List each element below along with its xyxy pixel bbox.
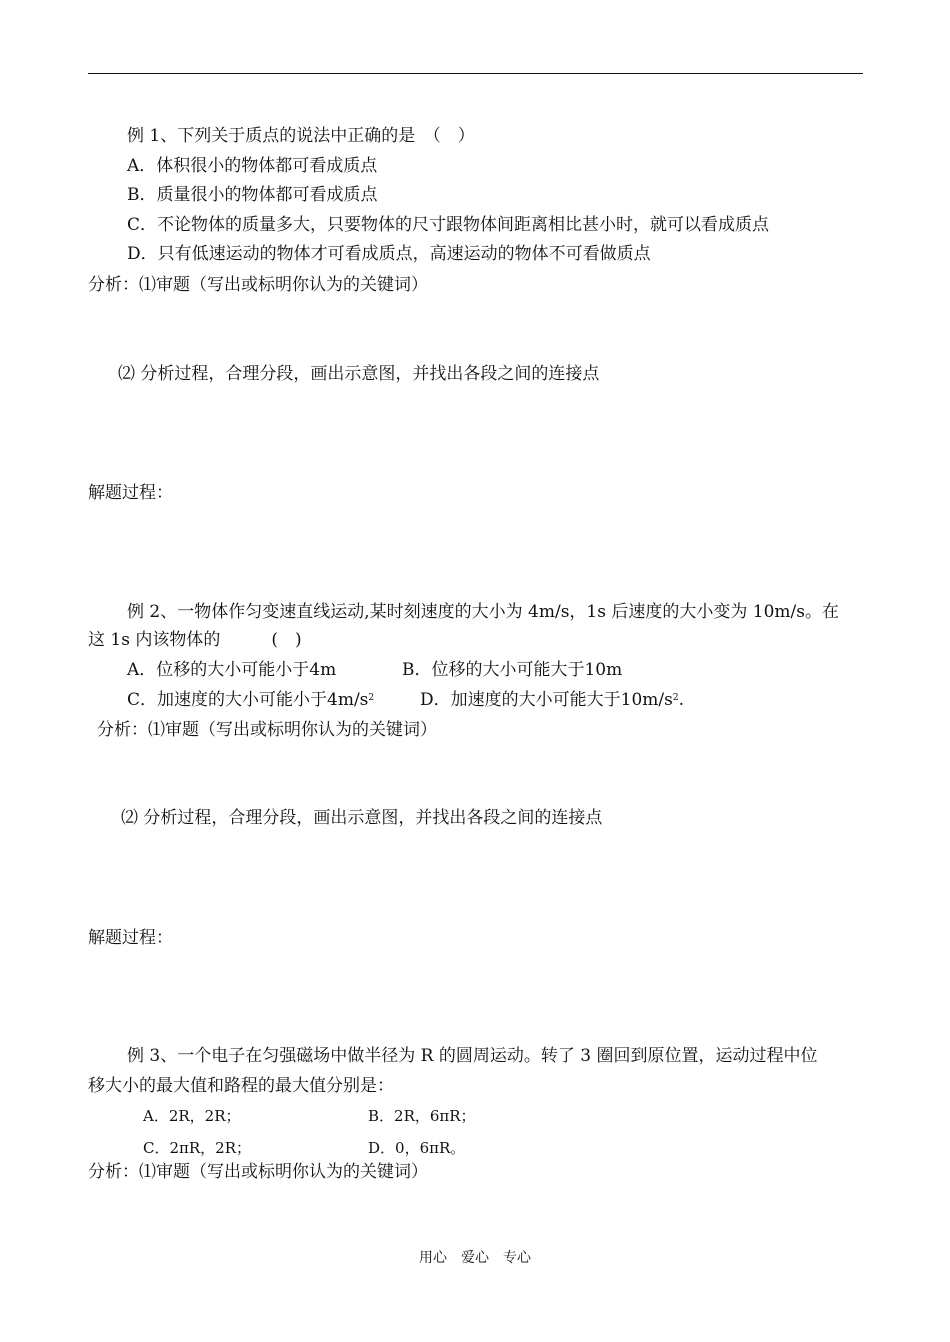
q2-stem-line2: 这 1s 内该物体的 ( ) <box>88 630 302 650</box>
q1-analysis-step1: 分析：⑴审题（写出或标明你认为的关键词） <box>88 275 428 295</box>
page-footer: 用心 爱心 专心 <box>419 1250 531 1266</box>
header-rule <box>88 73 863 74</box>
q1-solution-label: 解题过程： <box>88 483 173 503</box>
q2-analysis-step2: ⑵ 分析过程，合理分段，画出示意图，并找出各段之间的连接点 <box>121 808 603 828</box>
q2-option-b: B．位移的大小可能大于10m <box>402 660 623 680</box>
q3-option-d: D．0，6πR。 <box>368 1139 466 1157</box>
q2-option-c: C．加速度的大小可能小于$4m/s^2$ <box>127 690 375 710</box>
q1-option-d: D．只有低速运动的物体才可看成质点，高速运动的物体不可看做质点 <box>127 244 651 264</box>
q3-analysis-step1: 分析：⑴审题（写出或标明你认为的关键词） <box>88 1162 428 1182</box>
q2-option-d: D．加速度的大小可能大于$10m/s^2$. <box>420 690 684 710</box>
q1-analysis-step2: ⑵ 分析过程，合理分段，画出示意图，并找出各段之间的连接点 <box>118 364 600 384</box>
q3-option-b: B．2R，6πR； <box>368 1107 476 1125</box>
q3-option-c: C．2πR，2R； <box>143 1139 252 1157</box>
q3-option-a: A．2R，2R； <box>143 1107 241 1125</box>
q3-stem-line2: 移大小的最大值和路程的最大值分别是： <box>88 1076 394 1096</box>
q1-option-c: C．不论物体的质量多大，只要物体的尺寸跟物体间距离相比甚小时，就可以看成质点 <box>127 215 770 235</box>
q3-stem-line1: 例 3、一个电子在匀强磁场中做半径为 R 的圆周运动。转了 3 圈回到原位置，运动过程中位 <box>127 1046 818 1066</box>
q2-solution-label: 解题过程： <box>88 928 173 948</box>
q2-analysis-step1: 分析：⑴审题（写出或标明你认为的关键词） <box>97 720 437 740</box>
q1-option-b: B．质量很小的物体都可看成质点 <box>127 185 378 205</box>
q1-stem: 例 1、下列关于质点的说法中正确的是 （ ） <box>127 126 475 146</box>
q1-option-a: A．体积很小的物体都可看成质点 <box>127 156 378 176</box>
q2-option-a: A．位移的大小可能小于4m <box>127 660 337 680</box>
q2-stem-line1: 例 2、一物体作匀变速直线运动,某时刻速度的大小为 4m/s，1s 后速度的大小变为 10m/s。在 <box>127 602 839 622</box>
